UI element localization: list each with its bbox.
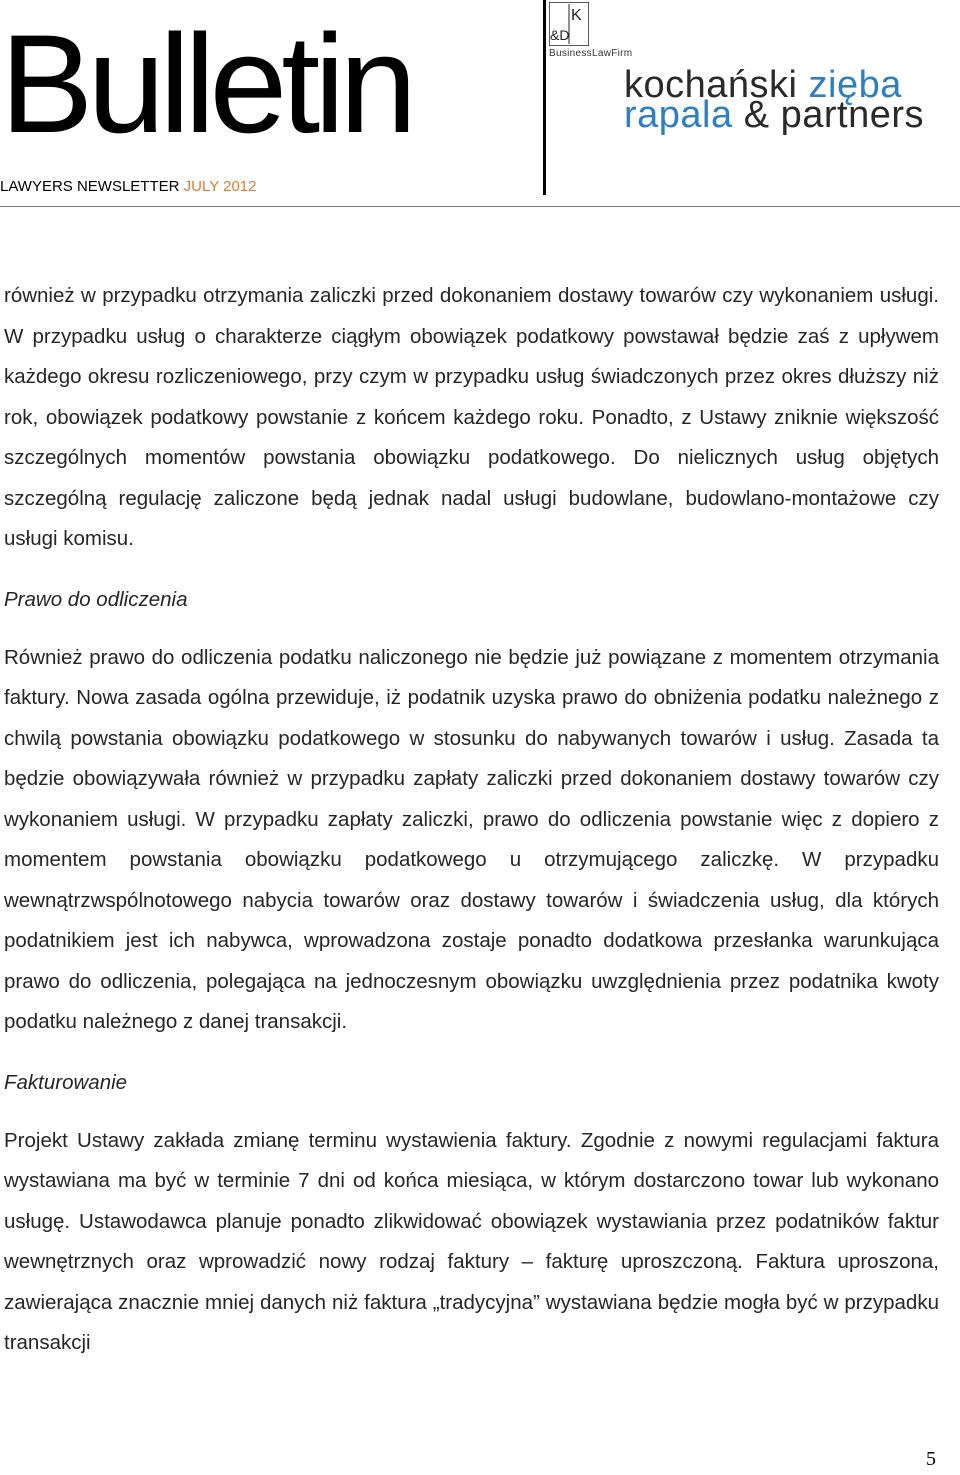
firm-name-zieba: zięba	[808, 64, 902, 106]
logo-mark-bottom-letters: &D	[550, 27, 570, 43]
firm-name-rapala: rapala	[624, 94, 733, 136]
article-body	[4, 276, 939, 1364]
paragraph-continued: również w przypadku otrzymania zaliczki przed dokonaniem dostawy towarów czy wykonaniem usługi. W przypadku usług o charakterze ciągłym obowiązek podatkowy powstawał będzie zaś z upływem każdego okresu rozliczeniowego, przy czym w przypadku usług świadczonych przez okres dłuższy niż rok, obowiązek podatkowy powstanie z końcem każdego roku. Ponadto, z Ustawy zniknie większość szczególnych momentów powstania obowiązku podatkowego. Do nielicznych usług objętych szczególną regulację zaliczone będą jednak nadal usługi budowlane, budowlano-montażowe czy usługi komisu.	[4, 284, 939, 550]
section-heading-prawo-do-odliczenia: Prawo do odliczenia	[4, 587, 188, 611]
bulletin-title: Bulletin	[0, 5, 412, 162]
firm-label: BusinessLawFirm	[549, 48, 633, 59]
newsletter-label: LAWYERS NEWSLETTER	[0, 178, 180, 195]
firm-name-line-2	[624, 96, 924, 134]
paragraph-fakturowanie: Projekt Ustawy zakłada zmianę terminu wystawienia faktury. Zgodnie z nowymi regulacjami faktura wystawiana ma być w terminie 7 dni od końca miesiąca, w którym dostarczono towar lub wykonano usługę. Ustawodawca planuje ponadto zlikwidować obowiązek wystawiania przez podatników faktur wewnętrznych oraz wprowadzić nowy rodzaj faktury – fakturę uproszczoną. Faktura uproszona, zawierająca znacznie mniej danych niż faktura „tradycyjna” wystawiana będzie mogła być w przypadku transakcji	[4, 1128, 939, 1354]
logo-mark-top-letter: K	[571, 7, 582, 24]
paragraph-prawo-do-odliczenia: Również prawo do odliczenia podatku naliczonego nie będzie już powiązane z momentem otrzymania faktury. Nowa zasada ogólna przewiduje, iż podatnik uzyska prawo do obniżenia podatku należnego z chwilą powstania obowiązku podatkowego w stosunku do nabywanych towarów i usług. Zasada ta będzie obowiązywała również w przypadku zapłaty zaliczki przed dokonaniem dostawy towarów czy wykonaniem usługi. W przypadku zapłaty zaliczki, prawo do odliczenia powstanie więc z dopiero z momentem powstania obowiązku podatkowego u otrzymującego zaliczkę. W przypadku wewnątrzwspólnotowego nabycia towarów oraz dostawy towarów i świadczenia usług, dla których podatnikiem jest ich nabywca, wprowadzona zostaje ponadto dodatkowa przesłanka warunkująca prawo do odliczenia, polegająca na jednoczesnym obowiązku uwzględnienia przez podatnika kwoty podatku należnego z danej transakcji.	[4, 645, 939, 1033]
newsletter-subtitle	[0, 178, 257, 196]
header-divider-horizontal	[0, 206, 960, 207]
firm-name-kochanski: kochański	[624, 64, 798, 106]
firm-name-partners: & partners	[743, 94, 925, 136]
section-heading-fakturowanie: Fakturowanie	[4, 1070, 128, 1094]
newsletter-header	[0, 0, 960, 210]
header-divider-vertical	[543, 0, 546, 195]
firm-logo-mark	[549, 2, 589, 46]
issue-date: JULY 2012	[183, 178, 257, 195]
page-number: 5	[926, 1448, 936, 1470]
